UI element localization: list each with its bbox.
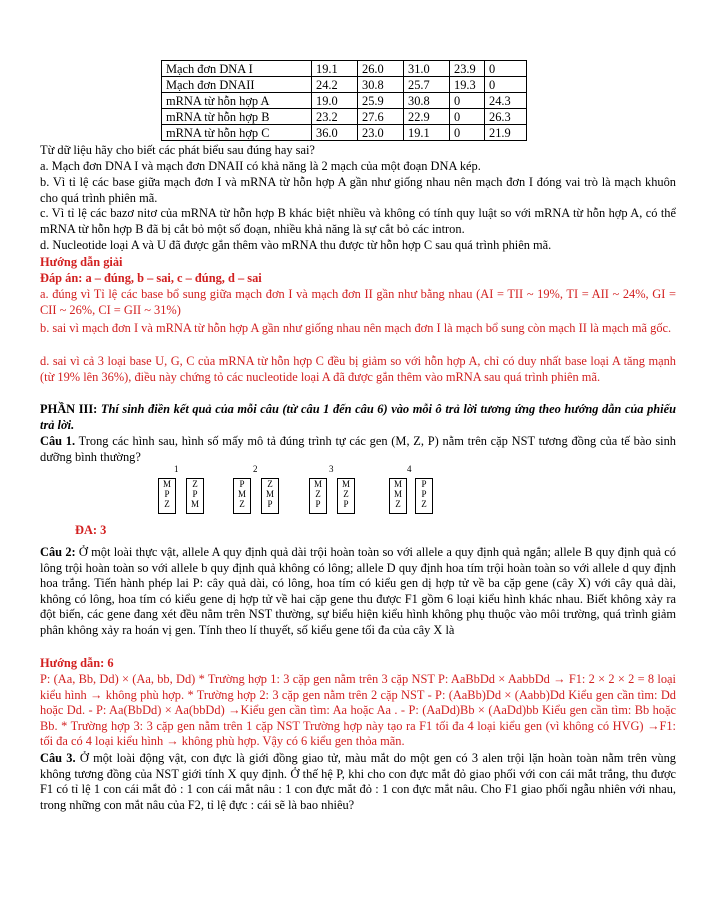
answer-key: Đáp án: a – đúng, b – sai, c – đúng, d – sai [40, 271, 262, 285]
gene-label: Z [164, 499, 170, 509]
gene-label: Z [395, 499, 401, 509]
part-three-heading [40, 402, 676, 433]
table-cell: 23.0 [358, 125, 404, 141]
table-cell: mRNA từ hỗn hợp B [162, 109, 312, 125]
statement-b: b. Vì tỉ lệ các base giữa mạch đơn I và mRNA từ hỗn hợp A gần như giống nhau nên mạch đơn I đóng vai trò là mạch khuôn cho quá trình phiên mã. [40, 175, 676, 205]
guide-a: a. đúng vì Tỉ lệ các base bổ sung giữa mạch đơn I và mạch đơn II gần như bằng nhau (AI = TII ~ 19%, TI = AII ~ 24%, GI = CII ~ 26%, CI = GII ~ 31%) [40, 287, 676, 317]
chromosome [389, 478, 407, 514]
question-2-solution: P: (Aa, Bb, Dd) × (Aa, bb, Dd) * Trường hợp 1: 3 cặp gen nằm trên 3 cặp NST P: AaBbDd × AabbDd → F1: 2 × 2 × 2 = 8 loại kiểu hình → không phù hợp. * Trường hợp 2: 3 cặp gen nằm trên 2 cặp NST - P: (AaBb)Dd × (Aabb)Dd Kiểu gen cần tìm: Dd hoặc Dd. - P: Aa(BbDd) × Aa(bbDd) →Kiểu gen cần tìm: Aa hoặc Aa . - P: (AaDd)Bb × (AaDd)bb Kiểu gen cần tìm: Bb hoặc Bb. * Trường hợp 3: 3 cặp gen nằm trên 1 cặp NST Trường hợp này tạo ra F1 tối đa 4 loại kiểu gen (vì không có HVG) →F1: tối đa có 4 loại kiểu hình → không phù hợp. Vậy có 6 kiểu gen thỏa mãn. [40, 672, 676, 749]
chromosome [158, 478, 176, 514]
gene-label: M [237, 489, 246, 499]
table-cell: 25.9 [358, 93, 404, 109]
question-3 [40, 751, 676, 813]
gene-label: M [313, 479, 322, 489]
table-cell: 27.6 [358, 109, 404, 125]
question-2-label: Câu 2: [40, 545, 76, 559]
table-cell: 24.2 [312, 77, 358, 93]
question-1-label: Câu 1. [40, 434, 76, 448]
table-cell: 23.2 [312, 109, 358, 125]
table-cell: 24.3 [485, 93, 527, 109]
chromosome [415, 478, 433, 514]
statement-a: a. Mạch đơn DNA I và mạch đơn DNAII có khả năng là 2 mạch của một đoạn DNA kép. [40, 159, 481, 173]
gene-label: P [192, 489, 198, 499]
data-table [161, 60, 527, 141]
gene-label: P [421, 479, 427, 489]
figure-number: 2 [253, 464, 258, 474]
question-2-guide: Hướng dẫn: 6 [40, 656, 114, 670]
question-1 [40, 434, 676, 465]
table-cell: Mạch đơn DNAII [162, 77, 312, 93]
gene-label: P [421, 489, 427, 499]
gene-label: Z [267, 479, 273, 489]
figure-number: 4 [407, 464, 412, 474]
table-cell: 36.0 [312, 125, 358, 141]
table-cell: 0 [485, 77, 527, 93]
table-cell: 19.1 [404, 125, 450, 141]
table-cell: 25.7 [404, 77, 450, 93]
table-cell: mRNA từ hỗn hợp A [162, 93, 312, 109]
table-row [162, 109, 527, 125]
chromosome [309, 478, 327, 514]
table-row [162, 125, 527, 141]
table-cell: 26.3 [485, 109, 527, 125]
gene-label: M [393, 489, 402, 499]
part-three-label: PHẦN III: [40, 402, 98, 416]
table-cell: 30.8 [404, 93, 450, 109]
gene-label: M [393, 479, 402, 489]
table-cell: 0 [450, 109, 485, 125]
table-cell: mRNA từ hỗn hợp C [162, 125, 312, 141]
part-three-text: Thí sinh điền kết quả của mỗi câu (từ câu 1 đến câu 6) vào mỗi ô trả lời tương ứng theo hướng dẫn của phiếu trả lời. [40, 402, 677, 432]
question-2 [40, 545, 676, 639]
gene-label: Z [343, 489, 349, 499]
gene-label: P [343, 499, 349, 509]
table-cell: 19.0 [312, 93, 358, 109]
table-row [162, 61, 527, 77]
gene-label: M [162, 479, 171, 489]
guide-b: b. sai vì mạch đơn I và mRNA từ hỗn hợp A gần như giống nhau nên mạch đơn I là mạch bổ sung còn mạch II là mạch mã gốc. [40, 321, 672, 335]
gene-label: P [315, 499, 321, 509]
table-cell: Mạch đơn DNA I [162, 61, 312, 77]
figure-number: 3 [329, 464, 334, 474]
gene-label: P [164, 489, 170, 499]
gene-label: M [341, 479, 350, 489]
question-3-label: Câu 3. [40, 751, 76, 765]
table-cell: 0 [485, 61, 527, 77]
guide-title: Hướng dẫn giải [40, 255, 123, 269]
question-3-text: Ở một loài động vật, con đực là giới đồng giao tử, màu mắt do một gen có 3 alen trội lặn hoàn toàn nằm trên vùng không tương đồng của NST giới tính X quy định. Ở thế hệ P, khi cho con đực mắt đỏ giao phối với con cái mắt trắng, thu được F1 có tỉ lệ 1 con cái mắt đỏ : 1 con cái mắt nâu : 1 con đực mắt đỏ : 1 con đực mắt nâu. Cho F1 giao phối ngẫu nhiên với nhau, trong những con mắt nâu của F2, tỉ lệ đực : cái sẽ là bao nhiêu? [40, 751, 676, 812]
table-row [162, 77, 527, 93]
gene-label: P [267, 499, 273, 509]
table-cell: 22.9 [404, 109, 450, 125]
gene-label: Z [192, 479, 198, 489]
table-cell: 26.0 [358, 61, 404, 77]
gene-label: Z [239, 499, 245, 509]
table-cell: 21.9 [485, 125, 527, 141]
table-cell: 23.9 [450, 61, 485, 77]
gene-label: Z [421, 499, 427, 509]
gene-label: P [239, 479, 245, 489]
question-1-text: Trong các hình sau, hình số mấy mô tả đúng trình tự các gen (M, Z, P) nằm trên cặp NST tương đồng của tế bào sinh dưỡng bình thường? [40, 434, 676, 464]
table-row [162, 93, 527, 109]
chromosome-diagram [0, 466, 714, 518]
chromosome [337, 478, 355, 514]
question-1-answer: ĐA: 3 [75, 523, 107, 537]
table-cell: 19.1 [312, 61, 358, 77]
table-cell: 19.3 [450, 77, 485, 93]
gene-label: M [190, 499, 199, 509]
guide-d: d. sai vì cả 3 loại base U, G, C của mRNA từ hỗn hợp C đều bị giảm so với hỗn hợp A, chỉ có duy nhất base loại A tăng mạnh (từ 19% lên 36%), điều này chứng tỏ các nucleotide loại A đã được gắn thêm vào mRNA sau quá trình phiên mã. [40, 354, 676, 384]
table-cell: 31.0 [404, 61, 450, 77]
statement-c: c. Vì tỉ lệ các bazơ nitơ của mRNA từ hỗn hợp B khác biệt nhiều và không có tính quy luật so với mRNA từ hỗn hợp A, có thể mRNA từ hỗn hợp B đã bị cắt bỏ một số đoạn, nhiều khả năng là sự cắt bỏ các intron. [40, 206, 676, 236]
table-cell: 0 [450, 125, 485, 141]
chromosome [186, 478, 204, 514]
chromosome [233, 478, 251, 514]
chromosome [261, 478, 279, 514]
table-cell: 30.8 [358, 77, 404, 93]
figure-number: 1 [174, 464, 179, 474]
statement-d: d. Nucleotide loại A và U đã được gắn thêm vào mRNA thu được từ hỗn hợp C sau quá trình phiên mã. [40, 238, 552, 252]
question-intro: Từ dữ liệu hãy cho biết các phát biểu sau đúng hay sai? [40, 143, 315, 157]
table-cell: 0 [450, 93, 485, 109]
gene-label: Z [315, 489, 321, 499]
gene-label: M [265, 489, 274, 499]
question-2-text: Ở một loài thực vật, allele A quy định quả dài trội hoàn toàn so với allele a quy định quả ngắn; allele B quy định quả có lông trội hoàn toàn so với allele b quy định quả không có lông; allele D quy định hoa tím trội hoàn toàn so với allele d quy định hoa trắng. Tiến hành phép lai P: cây quả dài, có lông, hoa tím có kiểu gen dị hợp tử về ba cặp gene (cây X) với cây quả dài, không có lông, hoa tím có kiểu gene dị hợp tử về hai cặp gene thu được F1 gồm 6 loại kiểu hình khác nhau. Biết không xảy ra đột biến, các gene đang xét đều nằm trên NST thường, sự biểu hiện kiểu hình không phụ thuộc vào môi trường, quá trình giảm phân không xảy ra hoán vị gen. Tính theo lí thuyết, số kiểu gene tối đa của cây X là [40, 545, 676, 637]
